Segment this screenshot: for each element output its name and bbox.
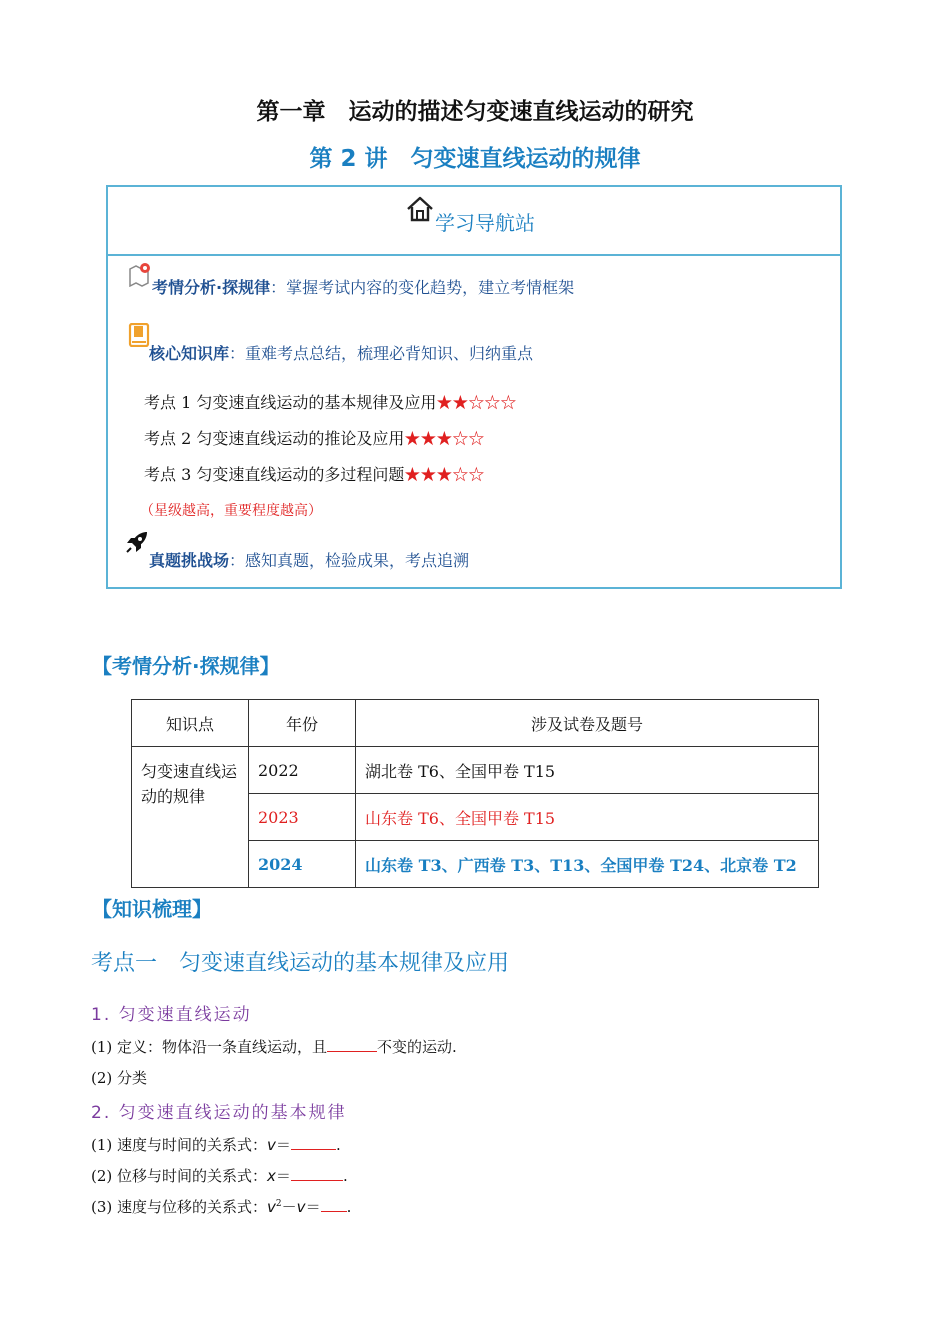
table-header: 年份 xyxy=(249,700,356,747)
table-header-row xyxy=(132,700,819,747)
formula-line-3 xyxy=(91,1196,351,1217)
exam-table xyxy=(131,699,819,888)
nav-header xyxy=(108,187,840,256)
minus-sign: － xyxy=(281,1198,297,1216)
key-point-3 xyxy=(144,462,484,485)
nav-section-exam xyxy=(152,275,574,298)
papers-cell: 山东卷 T6、全国甲卷 T15 xyxy=(356,794,819,841)
definition-suffix: 不变的运动. xyxy=(377,1038,457,1056)
key-point-2 xyxy=(144,426,484,449)
home-icon xyxy=(405,195,435,227)
topic-cell: 匀变速直线运动的规律 xyxy=(132,747,249,888)
answer-blank[interactable] xyxy=(291,1166,343,1181)
equals-sign: ＝ xyxy=(275,1167,291,1185)
answer-blank[interactable] xyxy=(291,1135,336,1150)
superscript: 2 xyxy=(275,1199,282,1209)
papers-cell: 山东卷 T3、广西卷 T3、T13、全国甲卷 T24、北京卷 T2 xyxy=(356,841,819,888)
key-point-label: 考点 2 匀变速直线运动的推论及应用 xyxy=(144,429,405,448)
nav-section-challenge xyxy=(149,548,469,571)
year-cell: 2022 xyxy=(249,747,356,794)
year-cell: 2023 xyxy=(249,794,356,841)
velocity-symbol: v xyxy=(267,1198,276,1216)
nav-section-desc: ：掌握考试内容的变化趋势，建立考情框架 xyxy=(270,278,575,297)
star-rating: ★★☆☆☆ xyxy=(436,393,517,412)
nav-section-knowledge xyxy=(149,341,533,364)
definition-line xyxy=(91,1036,457,1057)
formula-line-1 xyxy=(91,1134,341,1155)
definition-prefix: (1) 定义：物体沿一条直线运动，且 xyxy=(91,1038,328,1056)
displacement-symbol: x xyxy=(267,1167,276,1185)
key-point-label: 考点 1 匀变速直线运动的基本规律及应用 xyxy=(144,393,437,412)
star-rating: ★★★☆☆ xyxy=(404,465,485,484)
study-navigation-box xyxy=(106,185,842,589)
period: . xyxy=(346,1198,352,1216)
star-rating: ★★★☆☆ xyxy=(404,429,485,448)
subheading-uniform-motion: 1. 匀变速直线运动 xyxy=(91,1005,252,1025)
period: . xyxy=(342,1167,348,1185)
key-point-label: 考点 3 匀变速直线运动的多过程问题 xyxy=(144,465,405,484)
nav-section-name: 核心知识库 xyxy=(149,344,230,363)
map-pin-icon xyxy=(128,261,154,291)
knowledge-heading: 【知识梳理】 xyxy=(92,897,212,921)
formula-line-2 xyxy=(91,1165,348,1186)
star-note: （星级越高，重要程度越高） xyxy=(140,503,322,519)
formula-prefix: (1) 速度与时间的关系式： xyxy=(91,1136,268,1154)
nav-section-desc: ：感知真题，检验成果，考点追溯 xyxy=(229,551,470,570)
subheading-basic-laws: 2. 匀变速直线运动的基本规律 xyxy=(91,1103,347,1123)
chapter-title: 第一章 运动的描述匀变速直线运动的研究 xyxy=(256,99,694,125)
book-icon xyxy=(128,323,150,351)
classification-line: (2) 分类 xyxy=(91,1069,148,1087)
formula-prefix: (3) 速度与位移的关系式： xyxy=(91,1198,268,1216)
nav-section-name: 考情分析·探规律 xyxy=(152,278,271,297)
formula-prefix: (2) 位移与时间的关系式： xyxy=(91,1167,268,1185)
year-cell: 2024 xyxy=(249,841,356,888)
key-point-1 xyxy=(144,390,516,413)
table-row xyxy=(132,747,819,794)
equals-sign: ＝ xyxy=(305,1198,321,1216)
equals-sign: ＝ xyxy=(275,1136,291,1154)
velocity-symbol: v xyxy=(267,1136,276,1154)
table-header: 涉及试卷及题号 xyxy=(356,700,819,747)
nav-section-desc: ：重难考点总结，梳理必背知识、归纳重点 xyxy=(229,344,534,363)
key-point-one-title: 考点一 匀变速直线运动的基本规律及应用 xyxy=(91,951,510,976)
lecture-title: 第 2 讲 匀变速直线运动的规律 xyxy=(309,146,641,172)
papers-cell: 湖北卷 T6、全国甲卷 T15 xyxy=(356,747,819,794)
nav-title: 学习导航站 xyxy=(435,211,535,235)
period: . xyxy=(335,1136,341,1154)
rocket-icon xyxy=(124,529,150,559)
answer-blank[interactable] xyxy=(327,1037,377,1052)
exam-analysis-heading: 【考情分析·探规律】 xyxy=(92,654,280,678)
velocity-symbol: v xyxy=(296,1198,306,1216)
answer-blank[interactable] xyxy=(321,1197,347,1212)
nav-section-name: 真题挑战场 xyxy=(149,551,230,570)
table-header: 知识点 xyxy=(132,700,249,747)
